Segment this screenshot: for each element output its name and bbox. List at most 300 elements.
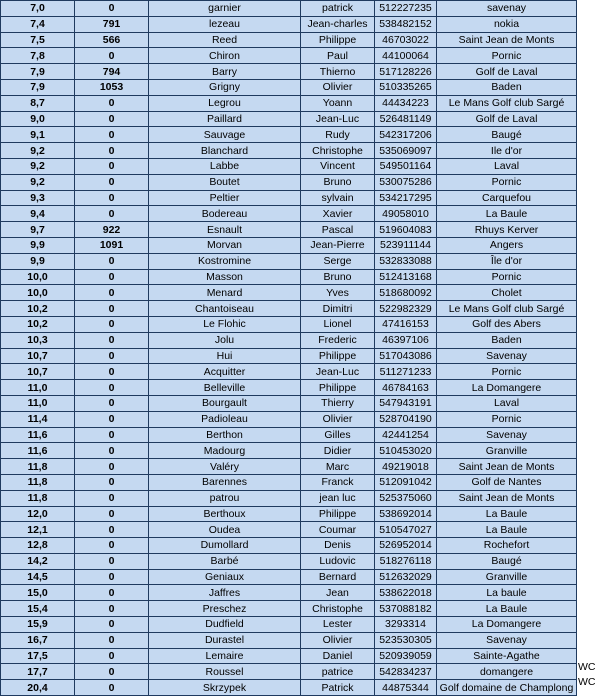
last-name-cell: Esnault (149, 222, 301, 238)
points-cell: 794 (75, 64, 149, 80)
first-name-cell: Didier (301, 443, 375, 459)
handicap-cell: 15,4 (1, 601, 75, 617)
points-cell: 566 (75, 32, 149, 48)
first-name-cell: Denis (301, 538, 375, 554)
club-cell: Saint Jean de Monts (437, 490, 577, 506)
last-name-cell: Barry (149, 64, 301, 80)
points-cell: 0 (75, 127, 149, 143)
last-name-cell: Lemaire (149, 648, 301, 664)
license-cell: 523911144 (375, 237, 437, 253)
handicap-cell: 14,5 (1, 569, 75, 585)
first-name-cell: Christophe (301, 143, 375, 159)
handicap-cell: 7,4 (1, 16, 75, 32)
first-name-cell: Olivier (301, 411, 375, 427)
table-row (1, 648, 577, 664)
club-cell: Baden (437, 79, 577, 95)
first-name-cell: Philippe (301, 380, 375, 396)
last-name-cell: Belleville (149, 380, 301, 396)
points-cell: 0 (75, 111, 149, 127)
table-row (1, 490, 577, 506)
handicap-cell: 7,8 (1, 48, 75, 64)
club-cell: Laval (437, 158, 577, 174)
last-name-cell: Durastel (149, 632, 301, 648)
table-row (1, 16, 577, 32)
points-cell: 0 (75, 538, 149, 554)
points-cell: 1053 (75, 79, 149, 95)
first-name-cell: Patrick (301, 680, 375, 696)
club-cell: Pornic (437, 174, 577, 190)
club-cell: Baden (437, 332, 577, 348)
last-name-cell: Barennes (149, 474, 301, 490)
handicap-cell: 10,0 (1, 285, 75, 301)
license-cell: 525375060 (375, 490, 437, 506)
table-row (1, 522, 577, 538)
points-cell: 0 (75, 553, 149, 569)
table-row (1, 601, 577, 617)
handicap-cell: 12,0 (1, 506, 75, 522)
license-cell: 46784163 (375, 380, 437, 396)
table-row (1, 64, 577, 80)
first-name-cell: Jean-Pierre (301, 237, 375, 253)
handicap-cell: 9,2 (1, 158, 75, 174)
club-cell: Laval (437, 395, 577, 411)
last-name-cell: Sauvage (149, 127, 301, 143)
table-row (1, 411, 577, 427)
handicap-cell: 12,8 (1, 538, 75, 554)
points-cell: 0 (75, 490, 149, 506)
license-cell: 49219018 (375, 459, 437, 475)
license-cell: 517128226 (375, 64, 437, 80)
points-cell: 0 (75, 569, 149, 585)
last-name-cell: Madourg (149, 443, 301, 459)
points-cell: 0 (75, 427, 149, 443)
license-cell: 42441254 (375, 427, 437, 443)
license-cell: 518680092 (375, 285, 437, 301)
handicap-cell: 11,0 (1, 380, 75, 396)
club-cell: Pornic (437, 48, 577, 64)
last-name-cell: Dudfield (149, 617, 301, 633)
last-name-cell: Geniaux (149, 569, 301, 585)
club-cell: Golf domaine de Champlong (437, 680, 577, 696)
last-name-cell: Peltier (149, 190, 301, 206)
license-cell: 537088182 (375, 601, 437, 617)
license-cell: 519604083 (375, 222, 437, 238)
handicap-cell: 10,0 (1, 269, 75, 285)
handicap-cell: 11,4 (1, 411, 75, 427)
club-cell: Le Mans Golf club Sargé (437, 301, 577, 317)
points-cell: 0 (75, 411, 149, 427)
side-note-wc: WC (578, 676, 596, 688)
club-cell: Angers (437, 237, 577, 253)
last-name-cell: Barbé (149, 553, 301, 569)
club-cell: Savenay (437, 348, 577, 364)
license-cell: 3293314 (375, 617, 437, 633)
last-name-cell: Acquitter (149, 364, 301, 380)
table-row (1, 680, 577, 696)
handicap-cell: 9,7 (1, 222, 75, 238)
last-name-cell: Hui (149, 348, 301, 364)
points-cell: 0 (75, 664, 149, 680)
club-cell: Baugé (437, 127, 577, 143)
first-name-cell: Dimitri (301, 301, 375, 317)
license-cell: 510335265 (375, 79, 437, 95)
handicap-cell: 9,2 (1, 143, 75, 159)
table-row (1, 111, 577, 127)
license-cell: 512227235 (375, 1, 437, 17)
handicap-cell: 15,9 (1, 617, 75, 633)
handicap-cell: 17,5 (1, 648, 75, 664)
points-cell: 0 (75, 459, 149, 475)
handicap-cell: 9,0 (1, 111, 75, 127)
license-cell: 49058010 (375, 206, 437, 222)
club-cell: Carquefou (437, 190, 577, 206)
points-cell: 0 (75, 190, 149, 206)
table-row (1, 158, 577, 174)
club-cell: Ile d'or (437, 143, 577, 159)
last-name-cell: Chantoiseau (149, 301, 301, 317)
license-cell: 46703022 (375, 32, 437, 48)
first-name-cell: Olivier (301, 632, 375, 648)
license-cell: 511271233 (375, 364, 437, 380)
handicap-cell: 12,1 (1, 522, 75, 538)
table-row (1, 190, 577, 206)
first-name-cell: Xavier (301, 206, 375, 222)
first-name-cell: Thierry (301, 395, 375, 411)
last-name-cell: Masson (149, 269, 301, 285)
first-name-cell: Philippe (301, 348, 375, 364)
last-name-cell: Paillard (149, 111, 301, 127)
last-name-cell: Valéry (149, 459, 301, 475)
handicap-cell: 9,9 (1, 253, 75, 269)
points-cell: 0 (75, 648, 149, 664)
club-cell: La Domangere (437, 380, 577, 396)
license-cell: 512632029 (375, 569, 437, 585)
club-cell: nokia (437, 16, 577, 32)
first-name-cell: Bernard (301, 569, 375, 585)
handicap-cell: 7,9 (1, 79, 75, 95)
points-cell: 0 (75, 206, 149, 222)
club-cell: Savenay (437, 427, 577, 443)
last-name-cell: Skrzypek (149, 680, 301, 696)
first-name-cell: Yoann (301, 95, 375, 111)
handicap-cell: 11,6 (1, 443, 75, 459)
points-cell: 0 (75, 680, 149, 696)
last-name-cell: Boutet (149, 174, 301, 190)
points-cell: 0 (75, 285, 149, 301)
first-name-cell: Jean (301, 585, 375, 601)
handicap-cell: 10,2 (1, 301, 75, 317)
handicap-cell: 11,8 (1, 490, 75, 506)
license-cell: 522982329 (375, 301, 437, 317)
handicap-cell: 10,2 (1, 316, 75, 332)
first-name-cell: Ludovic (301, 553, 375, 569)
club-cell: Île d'or (437, 253, 577, 269)
club-cell: Golf des Abers (437, 316, 577, 332)
points-cell: 0 (75, 443, 149, 459)
handicap-cell: 10,7 (1, 364, 75, 380)
first-name-cell: Coumar (301, 522, 375, 538)
table-row (1, 664, 577, 680)
club-cell: La Baule (437, 601, 577, 617)
club-cell: domangere (437, 664, 577, 680)
last-name-cell: lezeau (149, 16, 301, 32)
license-cell: 523530305 (375, 632, 437, 648)
handicap-cell: 9,3 (1, 190, 75, 206)
club-cell: savenay (437, 1, 577, 17)
points-cell: 0 (75, 158, 149, 174)
license-cell: 44100064 (375, 48, 437, 64)
license-cell: 526952014 (375, 538, 437, 554)
handicap-cell: 7,0 (1, 1, 75, 17)
points-cell: 0 (75, 506, 149, 522)
license-cell: 512091042 (375, 474, 437, 490)
last-name-cell: Legrou (149, 95, 301, 111)
handicap-cell: 15,0 (1, 585, 75, 601)
handicap-cell: 9,4 (1, 206, 75, 222)
table-row (1, 79, 577, 95)
first-name-cell: Marc (301, 459, 375, 475)
first-name-cell: Philippe (301, 32, 375, 48)
points-cell: 0 (75, 301, 149, 317)
club-cell: La baule (437, 585, 577, 601)
last-name-cell: Bodereau (149, 206, 301, 222)
points-cell: 1091 (75, 237, 149, 253)
points-cell: 0 (75, 395, 149, 411)
points-cell: 0 (75, 380, 149, 396)
table-row (1, 95, 577, 111)
club-cell: Saint Jean de Monts (437, 32, 577, 48)
points-cell: 0 (75, 174, 149, 190)
license-cell: 510547027 (375, 522, 437, 538)
table-row (1, 143, 577, 159)
points-cell: 0 (75, 632, 149, 648)
table-row (1, 48, 577, 64)
license-cell: 517043086 (375, 348, 437, 364)
table-row (1, 206, 577, 222)
handicap-cell: 17,7 (1, 664, 75, 680)
first-name-cell: Thierno (301, 64, 375, 80)
last-name-cell: Morvan (149, 237, 301, 253)
club-cell: La Baule (437, 206, 577, 222)
license-cell: 538622018 (375, 585, 437, 601)
last-name-cell: Labbe (149, 158, 301, 174)
points-cell: 0 (75, 522, 149, 538)
table-row (1, 127, 577, 143)
last-name-cell: Preschez (149, 601, 301, 617)
table-row (1, 585, 577, 601)
table-row (1, 380, 577, 396)
points-cell: 791 (75, 16, 149, 32)
table-row (1, 332, 577, 348)
points-cell: 0 (75, 269, 149, 285)
table-row (1, 348, 577, 364)
license-cell: 44875344 (375, 680, 437, 696)
last-name-cell: Roussel (149, 664, 301, 680)
license-cell: 518276118 (375, 553, 437, 569)
last-name-cell: Dumollard (149, 538, 301, 554)
points-cell: 0 (75, 364, 149, 380)
license-cell: 535069097 (375, 143, 437, 159)
club-cell: Rochefort (437, 538, 577, 554)
last-name-cell: garnier (149, 1, 301, 17)
table-row (1, 569, 577, 585)
last-name-cell: Bourgault (149, 395, 301, 411)
table-row (1, 1, 577, 17)
license-cell: 512413168 (375, 269, 437, 285)
handicap-cell: 8,7 (1, 95, 75, 111)
license-cell: 538482152 (375, 16, 437, 32)
handicap-cell: 11,8 (1, 459, 75, 475)
club-cell: Granville (437, 443, 577, 459)
license-cell: 542317206 (375, 127, 437, 143)
last-name-cell: Berthoux (149, 506, 301, 522)
club-cell: Golf de Laval (437, 111, 577, 127)
first-name-cell: Gilles (301, 427, 375, 443)
side-note-wc: WC (578, 661, 596, 673)
license-cell: 530075286 (375, 174, 437, 190)
license-cell: 542834237 (375, 664, 437, 680)
club-cell: Rhuys Kerver (437, 222, 577, 238)
club-cell: Golf de Nantes (437, 474, 577, 490)
handicap-cell: 16,7 (1, 632, 75, 648)
license-cell: 528704190 (375, 411, 437, 427)
handicap-cell: 7,5 (1, 32, 75, 48)
first-name-cell: Daniel (301, 648, 375, 664)
table-row (1, 364, 577, 380)
club-cell: Sainte-Agathe (437, 648, 577, 664)
first-name-cell: Lester (301, 617, 375, 633)
table-row (1, 538, 577, 554)
points-cell: 0 (75, 332, 149, 348)
club-cell: Pornic (437, 411, 577, 427)
club-cell: Pornic (437, 364, 577, 380)
table-row (1, 316, 577, 332)
last-name-cell: Oudea (149, 522, 301, 538)
license-cell: 547943191 (375, 395, 437, 411)
handicap-cell: 20,4 (1, 680, 75, 696)
table-row (1, 285, 577, 301)
points-cell: 0 (75, 601, 149, 617)
points-cell: 922 (75, 222, 149, 238)
last-name-cell: Berthon (149, 427, 301, 443)
license-cell: 538692014 (375, 506, 437, 522)
last-name-cell: Reed (149, 32, 301, 48)
points-cell: 0 (75, 348, 149, 364)
table-row (1, 269, 577, 285)
points-cell: 0 (75, 585, 149, 601)
club-cell: Baugé (437, 553, 577, 569)
first-name-cell: patrick (301, 1, 375, 17)
last-name-cell: Chiron (149, 48, 301, 64)
table-row (1, 427, 577, 443)
points-cell: 0 (75, 617, 149, 633)
handicap-cell: 14,2 (1, 553, 75, 569)
player-table-body (1, 1, 577, 696)
points-cell: 0 (75, 143, 149, 159)
license-cell: 534217295 (375, 190, 437, 206)
handicap-cell: 9,2 (1, 174, 75, 190)
last-name-cell: Jaffres (149, 585, 301, 601)
club-cell: Cholet (437, 285, 577, 301)
last-name-cell: Kostromine (149, 253, 301, 269)
handicap-cell: 9,9 (1, 237, 75, 253)
last-name-cell: Menard (149, 285, 301, 301)
table-row (1, 474, 577, 490)
handicap-cell: 9,1 (1, 127, 75, 143)
first-name-cell: Frederic (301, 332, 375, 348)
club-cell: La Baule (437, 506, 577, 522)
first-name-cell: Jean-Luc (301, 111, 375, 127)
license-cell: 46397106 (375, 332, 437, 348)
license-cell: 520939059 (375, 648, 437, 664)
handicap-cell: 11,0 (1, 395, 75, 411)
points-cell: 0 (75, 48, 149, 64)
club-cell: Le Mans Golf club Sargé (437, 95, 577, 111)
table-row (1, 222, 577, 238)
table-row (1, 32, 577, 48)
handicap-cell: 10,3 (1, 332, 75, 348)
points-cell: 0 (75, 95, 149, 111)
table-row (1, 617, 577, 633)
license-cell: 549501164 (375, 158, 437, 174)
handicap-cell: 11,8 (1, 474, 75, 490)
last-name-cell: patrou (149, 490, 301, 506)
first-name-cell: Serge (301, 253, 375, 269)
first-name-cell: Pascal (301, 222, 375, 238)
points-cell: 0 (75, 316, 149, 332)
first-name-cell: jean luc (301, 490, 375, 506)
license-cell: 44434223 (375, 95, 437, 111)
first-name-cell: Lionel (301, 316, 375, 332)
table-row (1, 395, 577, 411)
table-row (1, 174, 577, 190)
first-name-cell: Franck (301, 474, 375, 490)
handicap-cell: 7,9 (1, 64, 75, 80)
handicap-cell: 11,6 (1, 427, 75, 443)
first-name-cell: Jean-charles (301, 16, 375, 32)
last-name-cell: Padioleau (149, 411, 301, 427)
first-name-cell: Yves (301, 285, 375, 301)
license-cell: 526481149 (375, 111, 437, 127)
table-row (1, 506, 577, 522)
table-row (1, 443, 577, 459)
points-cell: 0 (75, 474, 149, 490)
club-cell: Golf de Laval (437, 64, 577, 80)
handicap-cell: 10,7 (1, 348, 75, 364)
club-cell: Savenay (437, 632, 577, 648)
table-row (1, 553, 577, 569)
table-row (1, 459, 577, 475)
club-cell: Granville (437, 569, 577, 585)
first-name-cell: sylvain (301, 190, 375, 206)
first-name-cell: Paul (301, 48, 375, 64)
last-name-cell: Le Flohic (149, 316, 301, 332)
first-name-cell: Christophe (301, 601, 375, 617)
last-name-cell: Blanchard (149, 143, 301, 159)
first-name-cell: Bruno (301, 174, 375, 190)
first-name-cell: Vincent (301, 158, 375, 174)
table-row (1, 237, 577, 253)
points-cell: 0 (75, 1, 149, 17)
table-row (1, 632, 577, 648)
license-cell: 47416153 (375, 316, 437, 332)
first-name-cell: Bruno (301, 269, 375, 285)
table-row (1, 301, 577, 317)
last-name-cell: Grigny (149, 79, 301, 95)
last-name-cell: Jolu (149, 332, 301, 348)
club-cell: La Baule (437, 522, 577, 538)
first-name-cell: Olivier (301, 79, 375, 95)
